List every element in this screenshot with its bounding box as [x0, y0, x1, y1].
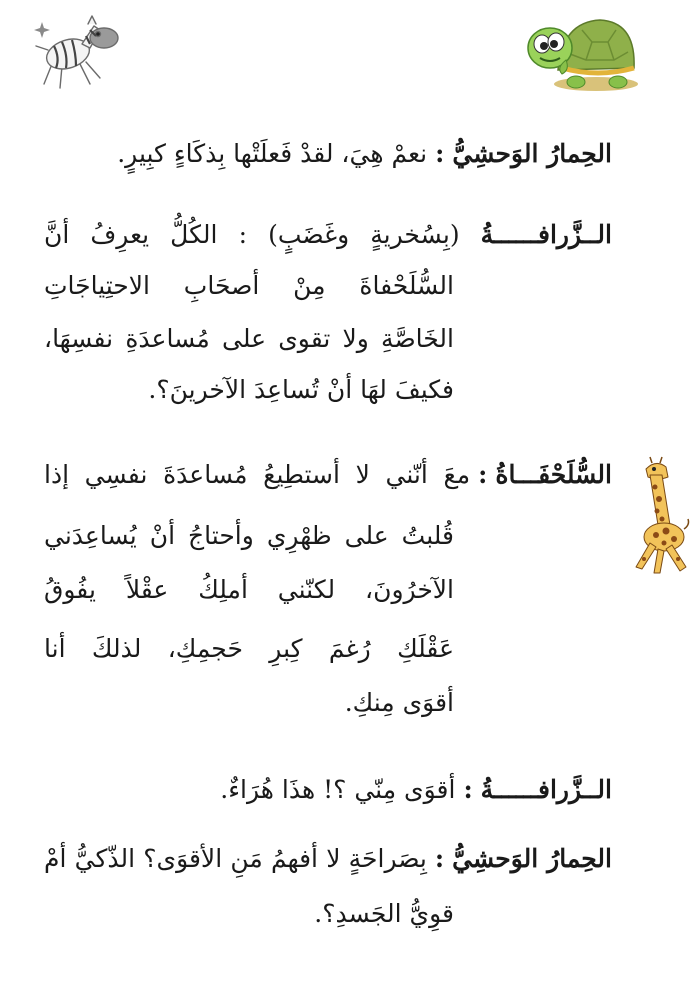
- dialogue-line: [44, 267, 454, 305]
- zebra-icon: [30, 8, 128, 92]
- speech-text: الخَاصَّةِ ولا تقوى على مُساعدَةِ نفسِهَا،: [44, 324, 454, 353]
- speech-text: السُّلَحْفاةَ مِنْ أصحَابِ الاحتِياجَاتِ: [44, 271, 454, 300]
- speaker-name: الحِمارُ الوَحشِيُّ: [452, 844, 612, 873]
- dialogue-line: [44, 371, 454, 409]
- colon-separator: :: [463, 775, 473, 804]
- speech-text: معَ أنّني لا أستطِيعُ مُساعدَةَ نفسِي إذا: [44, 460, 471, 489]
- dialogue-line: [44, 216, 612, 254]
- speech-text: عَقْلَكِ رُغمَ كِبرِ حَجمِكِ، لذلكَ أنا: [44, 634, 454, 663]
- dialogue-line: [44, 571, 454, 609]
- speech-text: أقوَى مِنّي ؟! هذَا هُرَاءٌ.: [220, 775, 456, 804]
- colon-separator: :: [435, 139, 445, 168]
- speech-text: (بِسُخريةٍ وغَضَبٍ) : الكُلُّ يعرِفُ أنَّ: [44, 220, 460, 249]
- speech-text: قُلبتُ على ظهْرِي وأحتاجُ أنْ يُساعِدَني: [44, 521, 454, 550]
- speech-text: بِصَراحَةٍ لا أفهمُ مَنِ الأقوَى؟ الذّكيُّ أمْ: [44, 844, 427, 873]
- speech-text: فكيفَ لهَا أنْ تُساعِدَ الآخرينَ؟.: [148, 375, 454, 404]
- giraffe-icon: [628, 455, 692, 577]
- speech-text: الآخرُونَ، لكنّني أملِكُ عقْلاً يفُوقُ: [44, 575, 454, 604]
- dialogue-line: [44, 517, 454, 555]
- dialogue-line: [44, 684, 454, 722]
- dialogue-line: [44, 895, 454, 933]
- speaker-name: السُّلَحْفَـــاةُ: [495, 460, 612, 489]
- speaker-name: الــزَّرافــــــةُ: [480, 220, 612, 249]
- turtle-icon: [522, 8, 640, 94]
- dialogue-line: [44, 456, 612, 494]
- speech-text: نعمْ هِيَ، لقدْ فَعلَتْها بِذكَاءٍ كبِيرٍ.: [117, 139, 428, 168]
- speaker-name: الــزَّرافــــــةُ: [480, 775, 612, 804]
- dialogue-line: [44, 630, 454, 668]
- speaker-name: الحِمارُ الوَحشِيُّ: [452, 139, 612, 168]
- speech-text: قوِيُّ الجَسدِ؟.: [314, 899, 454, 928]
- dialogue-line: [44, 320, 454, 358]
- dialogue-line: [220, 771, 612, 809]
- colon-separator: :: [478, 460, 488, 489]
- colon-separator: :: [434, 844, 445, 873]
- dialogue-line: [117, 135, 612, 173]
- dialogue-line: [44, 840, 612, 878]
- speech-text: أقوَى مِنكِ.: [344, 688, 454, 717]
